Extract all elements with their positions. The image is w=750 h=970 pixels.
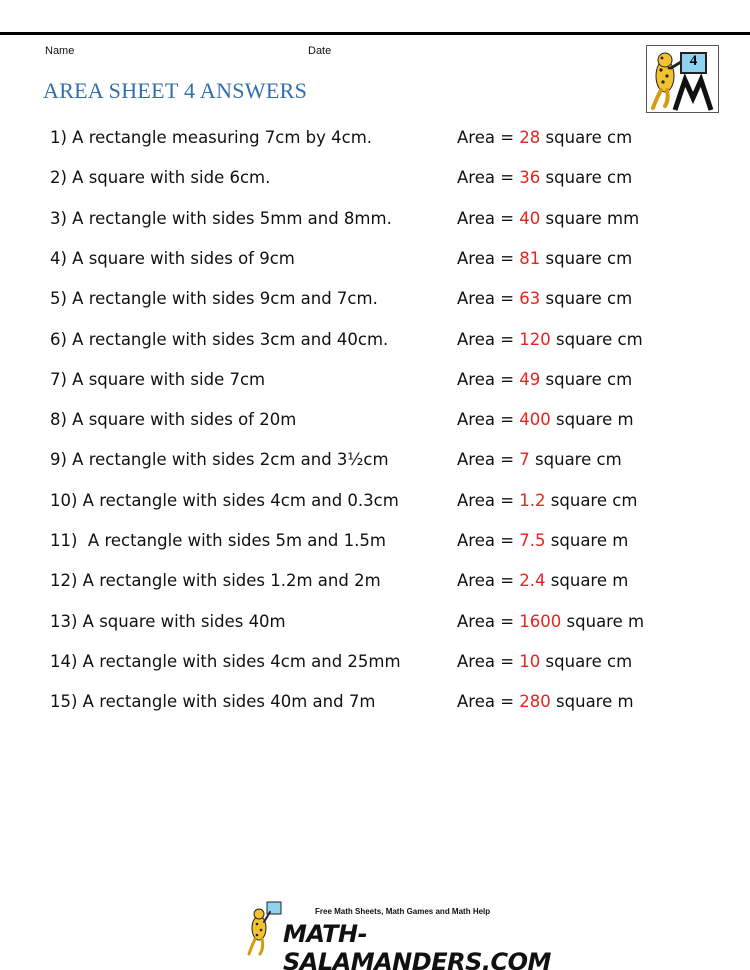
problem-row <box>0 245 750 273</box>
answer-unit: square cm <box>540 248 633 268</box>
answer-prefix: Area = <box>457 450 520 470</box>
footer-salamander-icon <box>245 900 285 958</box>
problem-answer <box>457 487 637 515</box>
answer-unit: square m <box>550 692 634 712</box>
page-title: AREA SHEET 4 ANSWERS <box>43 78 308 103</box>
answer-unit: square cm <box>540 369 633 389</box>
problem-question: 1) A rectangle measuring 7cm by 4cm. <box>50 128 373 147</box>
problem-row <box>0 446 750 474</box>
answer-unit: square cm <box>540 651 633 671</box>
answer-prefix: Area = <box>457 128 520 147</box>
answer-prefix: Area = <box>457 531 520 550</box>
problem-answer <box>457 205 639 233</box>
problem-row <box>0 648 750 676</box>
answer-unit: square cm <box>529 450 622 470</box>
answer-prefix: Area = <box>457 651 520 671</box>
problem-answer <box>457 567 628 595</box>
answer-value: 7 <box>519 450 530 470</box>
problem-answer <box>457 688 634 716</box>
answer-unit: square cm <box>540 289 633 309</box>
problem-question: 10) A rectangle with sides 4cm and 0.3cm <box>50 490 399 510</box>
footer-brand: MATH-SALAMANDERS.COM <box>283 920 551 970</box>
problem-answer <box>457 406 634 434</box>
problem-answer <box>457 366 632 394</box>
problem-answer <box>457 285 632 313</box>
problem-question: 2) A square with side 6cm. <box>50 168 271 188</box>
problem-question: 4) A square with sides of 9cm <box>50 248 295 268</box>
top-rule <box>0 32 750 35</box>
answer-prefix: Area = <box>457 571 520 591</box>
answer-value: 120 <box>519 329 551 349</box>
answer-prefix: Area = <box>457 692 520 712</box>
problem-answer <box>457 648 632 676</box>
answer-unit: square m <box>545 531 629 550</box>
answer-unit: square m <box>550 410 634 430</box>
answer-prefix: Area = <box>457 289 520 309</box>
answer-unit: square m <box>545 571 629 591</box>
problem-question: 5) A rectangle with sides 9cm and 7cm. <box>50 289 378 309</box>
salamander-logo <box>646 45 719 113</box>
problem-answer <box>457 527 628 555</box>
problem-question: 8) A square with sides of 20m <box>50 410 297 430</box>
problem-question: 12) A rectangle with sides 1.2m and 2m <box>50 571 381 591</box>
problem-answer <box>457 608 644 636</box>
answer-unit: square cm <box>540 168 633 188</box>
answer-value: 81 <box>519 248 541 268</box>
answer-prefix: Area = <box>457 248 520 268</box>
answer-value: 400 <box>519 410 551 430</box>
answer-value: 2.4 <box>519 571 546 591</box>
answer-value: 28 <box>519 128 541 147</box>
problem-question: 14) A rectangle with sides 4cm and 25mm <box>50 651 401 671</box>
problem-question: 7) A square with side 7cm <box>50 369 266 389</box>
answer-prefix: Area = <box>457 208 520 228</box>
problem-row <box>0 205 750 233</box>
answer-prefix: Area = <box>457 490 520 510</box>
problem-row <box>0 527 750 555</box>
answer-value: 63 <box>519 289 541 309</box>
answer-unit: square cm <box>550 329 643 349</box>
problem-question: 6) A rectangle with sides 3cm and 40cm. <box>50 329 389 349</box>
date-label: Date <box>308 45 332 57</box>
answer-prefix: Area = <box>457 168 520 188</box>
problem-question: 3) A rectangle with sides 5mm and 8mm. <box>50 208 392 228</box>
problem-row <box>0 406 750 434</box>
problem-row <box>0 487 750 515</box>
footer-logo <box>245 900 551 970</box>
footer-tagline: Free Math Sheets, Math Games and Math Help <box>315 907 491 916</box>
answer-value: 7.5 <box>519 531 546 550</box>
logo-sheet-number: 4 <box>680 52 707 74</box>
answer-prefix: Area = <box>457 329 520 349</box>
problem-row <box>0 124 750 152</box>
answer-value: 1600 <box>519 611 562 631</box>
problem-row <box>0 567 750 595</box>
problem-answer <box>457 446 622 474</box>
answer-value: 40 <box>519 208 541 228</box>
answer-prefix: Area = <box>457 410 520 430</box>
problem-row <box>0 608 750 636</box>
answer-unit: square mm <box>540 208 640 228</box>
answer-prefix: Area = <box>457 611 520 631</box>
answer-value: 36 <box>519 168 541 188</box>
problem-row <box>0 285 750 313</box>
name-label: Name <box>45 45 75 57</box>
problem-answer <box>457 326 643 354</box>
answer-value: 1.2 <box>519 490 546 510</box>
problem-question: 9) A rectangle with sides 2cm and 3½cm <box>50 450 389 470</box>
answer-unit: square cm <box>545 490 638 510</box>
problem-row <box>0 366 750 394</box>
problem-row <box>0 688 750 716</box>
problem-answer <box>457 124 632 152</box>
answer-value: 280 <box>519 692 551 712</box>
problem-question: 13) A square with sides 40m <box>50 611 286 631</box>
problem-row <box>0 326 750 354</box>
problem-answer <box>457 245 632 273</box>
problem-row <box>0 164 750 192</box>
answer-unit: square cm <box>540 128 633 147</box>
answer-value: 49 <box>519 369 541 389</box>
problem-question: 15) A rectangle with sides 40m and 7m <box>50 692 376 712</box>
answer-prefix: Area = <box>457 369 520 389</box>
problem-question: 11) A rectangle with sides 5m and 1.5m <box>50 531 386 550</box>
problem-answer <box>457 164 632 192</box>
answer-unit: square m <box>561 611 645 631</box>
answer-value: 10 <box>519 651 541 671</box>
